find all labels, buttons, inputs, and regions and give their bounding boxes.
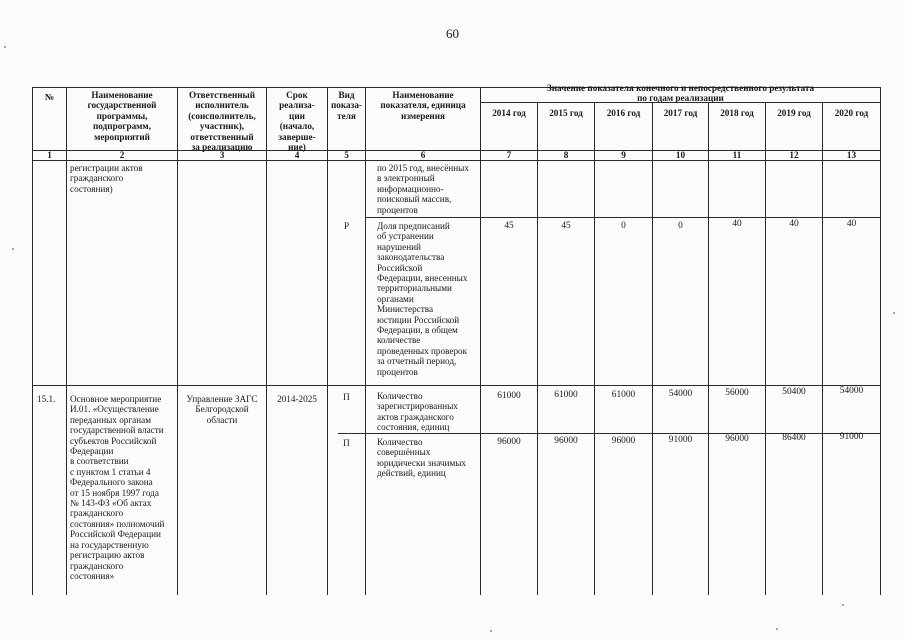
row1-value-2018: 40 — [732, 219, 742, 229]
col-border-10 — [708, 102, 709, 595]
header-year-2017: 2017 год — [663, 108, 698, 118]
row2-indicator: Количество зарегистрированных актов гражданского состояния, единиц — [377, 391, 458, 433]
header-term: Срок реализа- ции (начало, заверше- ние) — [278, 90, 316, 153]
col-number-12: 12 — [789, 150, 799, 160]
row1-value-2014: 45 — [504, 221, 514, 231]
col-number-5: 5 — [344, 150, 349, 160]
header-executor: Ответственный исполнитель (соисполнитель, участник), ответственный за реализацию — [188, 90, 256, 153]
row-divider-indicator — [365, 217, 880, 218]
row3-value-2015: 96000 — [554, 436, 578, 446]
header-number: № — [44, 92, 55, 102]
scan-speck — [842, 604, 844, 606]
header-year-2014: 2014 год — [492, 108, 526, 118]
header-year-2018: 2018 год — [720, 108, 754, 118]
header-name: Наименование государственной программы, подпрограмм, мероприятий — [87, 90, 157, 142]
row1-value-2020: 40 — [846, 219, 857, 229]
header-year-2019: 2019 год — [777, 108, 811, 118]
header-kind: Вид показа- теля — [331, 90, 362, 121]
col-border-right — [880, 87, 881, 595]
row1-value-2019: 40 — [789, 219, 799, 229]
row2-number: 15.1. — [37, 394, 56, 404]
col-number-9: 9 — [621, 150, 626, 160]
row0-indicator: по 2015 год, внесённых в электронный информационно- поисковый массив, процентов — [377, 163, 469, 215]
row2-value-2017: 54000 — [668, 389, 693, 399]
row1-indicator: Доля предписаний об устранении нарушений законодательства Российской Федерации, внесенных территориальными органами Министерства юстиции Российской Федерации, в общем количестве проведенных проверок за отчетный период, процентов — [377, 221, 468, 377]
col-number-7: 7 — [506, 150, 512, 160]
scan-speck — [12, 248, 14, 250]
row2-term: 2014-2025 — [277, 394, 317, 404]
row1-value-2015: 45 — [561, 221, 571, 231]
col-number-1: 1 — [47, 150, 52, 160]
col-border-8 — [594, 102, 595, 595]
col-border-1 — [66, 87, 67, 595]
header-indicator: Наименование показателя, единица измерения — [380, 90, 466, 121]
row3-value-2016: 96000 — [611, 436, 636, 446]
col-border-3 — [266, 87, 267, 595]
row2-value-2018: 56000 — [725, 388, 749, 398]
col-border-9 — [652, 102, 653, 595]
row2-executor: Управление ЗАГС Белгородской области — [186, 394, 258, 425]
col-border-6 — [480, 87, 481, 595]
col-border-12 — [822, 102, 823, 595]
row3-value-2020: 91000 — [839, 432, 864, 442]
col-border-5 — [365, 87, 366, 595]
col-number-8: 8 — [563, 150, 569, 160]
col-border-4 — [327, 87, 328, 595]
row3-value-2017: 91000 — [668, 435, 693, 445]
row2-value-2020: 54000 — [839, 386, 864, 396]
header-year-2015: 2015 год — [549, 108, 583, 118]
header-year-2016: 2016 год — [606, 108, 641, 118]
row0-name: регистрации актов гражданского состояния) — [70, 163, 143, 194]
row1-value-2016: 0 — [621, 221, 626, 231]
scan-speck — [776, 628, 778, 630]
row1-value-2017: 0 — [678, 221, 683, 231]
col-border-11 — [765, 102, 766, 595]
col-number-3: 3 — [219, 150, 225, 160]
page-number: 60 — [446, 26, 459, 41]
col-border-7 — [537, 102, 538, 595]
col-border-2 — [177, 87, 178, 595]
col-number-10: 10 — [675, 150, 686, 160]
col-number-13: 13 — [846, 150, 857, 160]
row1-kind: Р — [343, 221, 350, 231]
col-border-left — [32, 87, 33, 595]
row2-name: Основное мероприятие И.01. «Осуществление переданных органам государственной власти субъектов Российской Федерации в соответствии с пунктом 1 статьи 4 Федерального закона от 15 ноября 1997 года № 143-ФЗ «Об актах гражданского состояния» полномочий Российской Федерации на государственную регистрацию актов гражданского состояния» — [70, 394, 165, 581]
row2-kind: П — [343, 392, 350, 402]
row2-value-2015: 61000 — [554, 390, 578, 400]
row3-value-2014: 96000 — [497, 437, 521, 447]
header-year-2020: 2020 год — [834, 108, 869, 118]
row3-value-2019: 86400 — [782, 433, 806, 443]
row3-kind: П — [343, 438, 350, 448]
row2-value-2016: 61000 — [611, 390, 636, 400]
col-number-6: 6 — [420, 150, 426, 160]
row-divider-15-1 — [32, 385, 880, 386]
col-number-11: 11 — [732, 150, 742, 160]
row3-value-2018: 96000 — [725, 434, 749, 444]
col-number-4: 4 — [294, 150, 300, 160]
row3-indicator: Количество совершённых юридически значимых действий, единиц — [377, 437, 467, 479]
row2-value-2019: 50400 — [782, 387, 806, 397]
scan-speck — [4, 46, 6, 48]
col-number-2: 2 — [119, 150, 125, 160]
row2-value-2014: 61000 — [497, 391, 521, 401]
scan-speck — [893, 312, 895, 314]
scan-speck — [490, 630, 492, 632]
header-values-title: Значение показателя конечного и непосредственного результата по годам реализации — [546, 83, 815, 104]
